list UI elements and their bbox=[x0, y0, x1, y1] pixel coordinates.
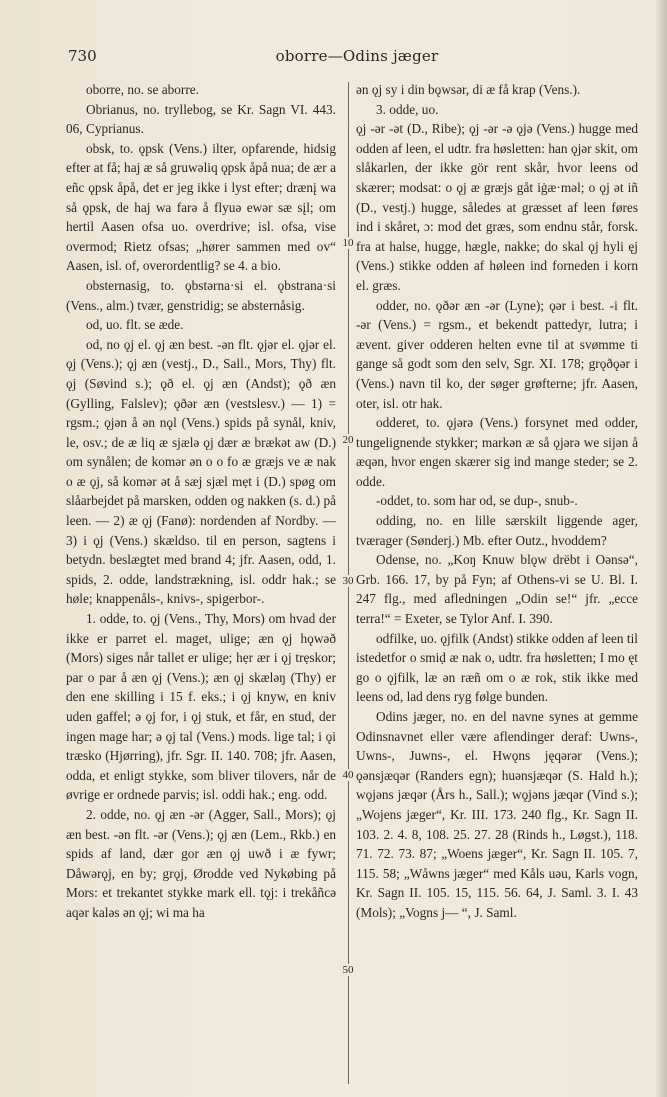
entry-obrianus: Obrianus, no. tryllebog, se Kr. Sagn VI. 443. 06, Cyprianus. bbox=[66, 101, 336, 137]
line-number-40: 40 bbox=[340, 769, 356, 781]
entry-odder: odder, no. ǫðər æn -ər (Lyne); ǫər i best. -i flt. -ər (Vens.) = rgsm., et bekendt pattedyr, lutra; i ævent. giver odderen helten evne til at svømme ti gange så godt som den selv, Sgr. XI. 178; grǫðǫər i (Vens.) navn til ko, der søger grøfterne; jfr. Aasen, oter, isl. otr hak. bbox=[356, 297, 638, 411]
line-number-10: 10 bbox=[340, 237, 356, 249]
entry-odde-2: 2. odde, no. ǫj æn -ər (Agger, Sall., Mors); ǫj æn best. -ən flt. -ər (Vens.); ǫj æn (Lem., Rkb.) en spids af land, dær gor æn ǫj uwð i æ fywr; Dåwərǫj, en by; grǫj, Ørodde ved Nykøbing på Mors: et trekantet stykke mark ell. tǫj: i trekåñcə aqər kaləs ən ǫj; wi ma ha bbox=[66, 806, 336, 920]
entry-oborre: oborre, no. se aborre. bbox=[86, 82, 199, 97]
entry-odde-3: ǫj -ər -ət (D., Ribe); ǫj -ər -ə ǫjə (Vens.) hugge med odden af leen, el udtr. fra høsletten: han ǫjər skit, om slåkarlen, der ikke gör rent skår, hvor leens od skærer; modsat: o ǫj æ græjs gåt iġæ·məl; o ǫj ət iñ (D., vestj.) hugge, således at græsset af leen føres ind i skåret, ɔ: mod det græs, som endnu står, forsk. fra at halse, hugge, hægle, nakke; do skal ǫj hyli ęj (Vens.) stikke odden af høleen ind forneden i korn el. græs. bbox=[356, 121, 638, 293]
entry-odins-jaeger: Odins jæger, no. en del navne synes at gemme Odinsnavnet eller være aflendinger deraf: Uwns-, Uwns-, Juwns-, el. Hwǫns jęqərər (Vens.); ǫənsjæqər (Randers egn); huənsjæqər (S. Hald h.); wǫjəns jæqər (Års h., Sall.); wǫjəns jæqər (Vind s.); „Wojens jæger“, Kr. III. 173. 240 flg., Kr. Sagn II. 103. 2. 4. 8, 108. 25. 27. 28 (Rinds h., Løgst.), 118. 71. 72. 73. 87; „Woens jæger“, Kr. Sagn II. 105. 7, 115. 58; „Wåwns jæger“ med Kåls uəu, Karls vogn, Kr. Sagn II. 105. 15, 115. 56. 64, J. Saml. 3. I. 43 (Mols); „Vogns j— “, J. Saml. bbox=[356, 709, 638, 920]
line-number-20: 20 bbox=[340, 434, 356, 446]
line-number-50: 50 bbox=[340, 964, 356, 976]
entry-oddet: -oddet, to. som har od, se dup-, snub-. bbox=[376, 493, 578, 509]
entry-od-noun: od, no ǫj el. ǫj æn best. -ən flt. ǫjər el. ǫjər el. ǫj (Vens.); ǫj æn (vestj., D., Sall., Mors, Thy) flt. ǫj (Søvind s.); ǫð el. ǫj æn (Andst); ǫð æn (Gylling, Falslev); ǫðər æn (vestslesv.) — 1) = rgsm.; ǫjən å ən nǫl (Vens.) spids på synål, kniv, le, osv.; de æ liq æ sjælə ǫj dær æ brækət aw (D.) om synålen; de komər ən o o fo æ græjs ve æ nak o æ ǫj, så komər ət å sæj sjæl mẹt i (D.) spøg om slåarbejdet på marsken, odden og nakken (s. d.) på leen. — 2) æ ǫj (Fanø): nordenden af Nordby. — 3) i ǫj (Vens.) skældso. til en person, sagtens i betydn. beslægtet med brand 4; jfr. Aasen, odd, 1. spids, 2. odde, landstrækning, isl. oddr hak.; se høle; knappenåls-, knivs-, spigerbor-. bbox=[66, 336, 336, 607]
entry-obsk: obsk, to. ǫpsk (Vens.) ilter, opfarende, hidsig efter at få; haj æ så gruwəliq ǫpsk åpå nua; de ær a eñc ǫpsk åpå, det er jeg ikke i lyst efter; drænį wa så ǫpsk, de haj wa farə å flyuə ewər sæ sįl; om hertil Aasen ofsa uo. overdrive; isl. ofsa, vise overmod; Rietz ofsas; „hører sammen med ov“ Aasen, isl. of, overordentlig? se 4. a bio. bbox=[66, 140, 336, 274]
entry-odense: Odense, no. „Koŋ Knuw blǫw drëbt i Oənsə“, Grb. 166. 17, by på Fyn; af Othens-vi se U. Bl. I. 247 flg., med afledningen „Odin se!“ jfr. „ecce terra!“ = Exeter, se Tylor Anf. I. 390. bbox=[356, 552, 638, 627]
entry-od-verb: od, uo. flt. se æde. bbox=[86, 317, 184, 333]
entry-odde-2-continued: ən ǫj sy i din bǫwsər, di æ få krap (Vens.). bbox=[356, 82, 581, 97]
entry-obsternasig: obsternasig, to. ǫbstərna·si el. ǫbstrana·si (Vens., alm.) tvær, genstridig; se absternåsig. bbox=[66, 277, 336, 313]
entry-odde-1: 1. odde, to. ǫj (Vens., Thy, Mors) om hvad der ikke er parret el. maget, ulige; æn ǫj hǫwəð (Mors) siges når tallet er ulige; hẹr ær i ǫj trẹskor; par o par å æn ǫj (Vens.); æn ǫj skæləŋ (Thy) er den ene skilling i 15 f. eks.; i ǫj knyw, en kniv uden gaffel; ə ǫj for, i ǫj stuk, et får, en stud, der ingen mage har; ə ǫj tal (Vens.) mods. lige tal; i ǫi træsko (Hjørring), jfr. Sgr. II. 140. 708; jfr. Aasen, odda, et enligt stykke, som bliver tilovers, når de øvrige er ordnede parvis; isl. oddi hak.; eng. odd. bbox=[66, 611, 336, 803]
page-number: 730 bbox=[68, 47, 97, 65]
entry-odderet: odderet, to. ǫjərə (Vens.) forsynet med odder, tungelignende stykker; markən æ så ǫjərə we sijən å æqən, hvor engen skærer sig ind mange steder; se 2. odde. bbox=[356, 415, 638, 489]
entry-odding: odding, no. en lille særskilt liggende ager, tværager (Sønderj.) Mb. efter Outz., hvoddem? bbox=[356, 513, 638, 548]
line-number-30: 30 bbox=[340, 575, 356, 587]
page-header bbox=[68, 46, 646, 68]
left-column bbox=[66, 80, 336, 923]
entry-odfilke: odfilke, uo. ǫjfilk (Andst) stikke odden af leen til istedetfor o smiḍ æ nak o, udtr. fra høsletten; I mo ęt go o ǫjfilk, læ ən ræñ om o æ rok, stik ikke med leens od, lad dens ryg følge bunden. bbox=[356, 630, 638, 705]
right-column bbox=[356, 80, 638, 923]
page-edge-shadow bbox=[655, 0, 667, 1097]
entry-odde-3-headword: 3. odde, uo. bbox=[376, 101, 439, 117]
running-title: oborre—Odins jæger bbox=[275, 47, 439, 65]
